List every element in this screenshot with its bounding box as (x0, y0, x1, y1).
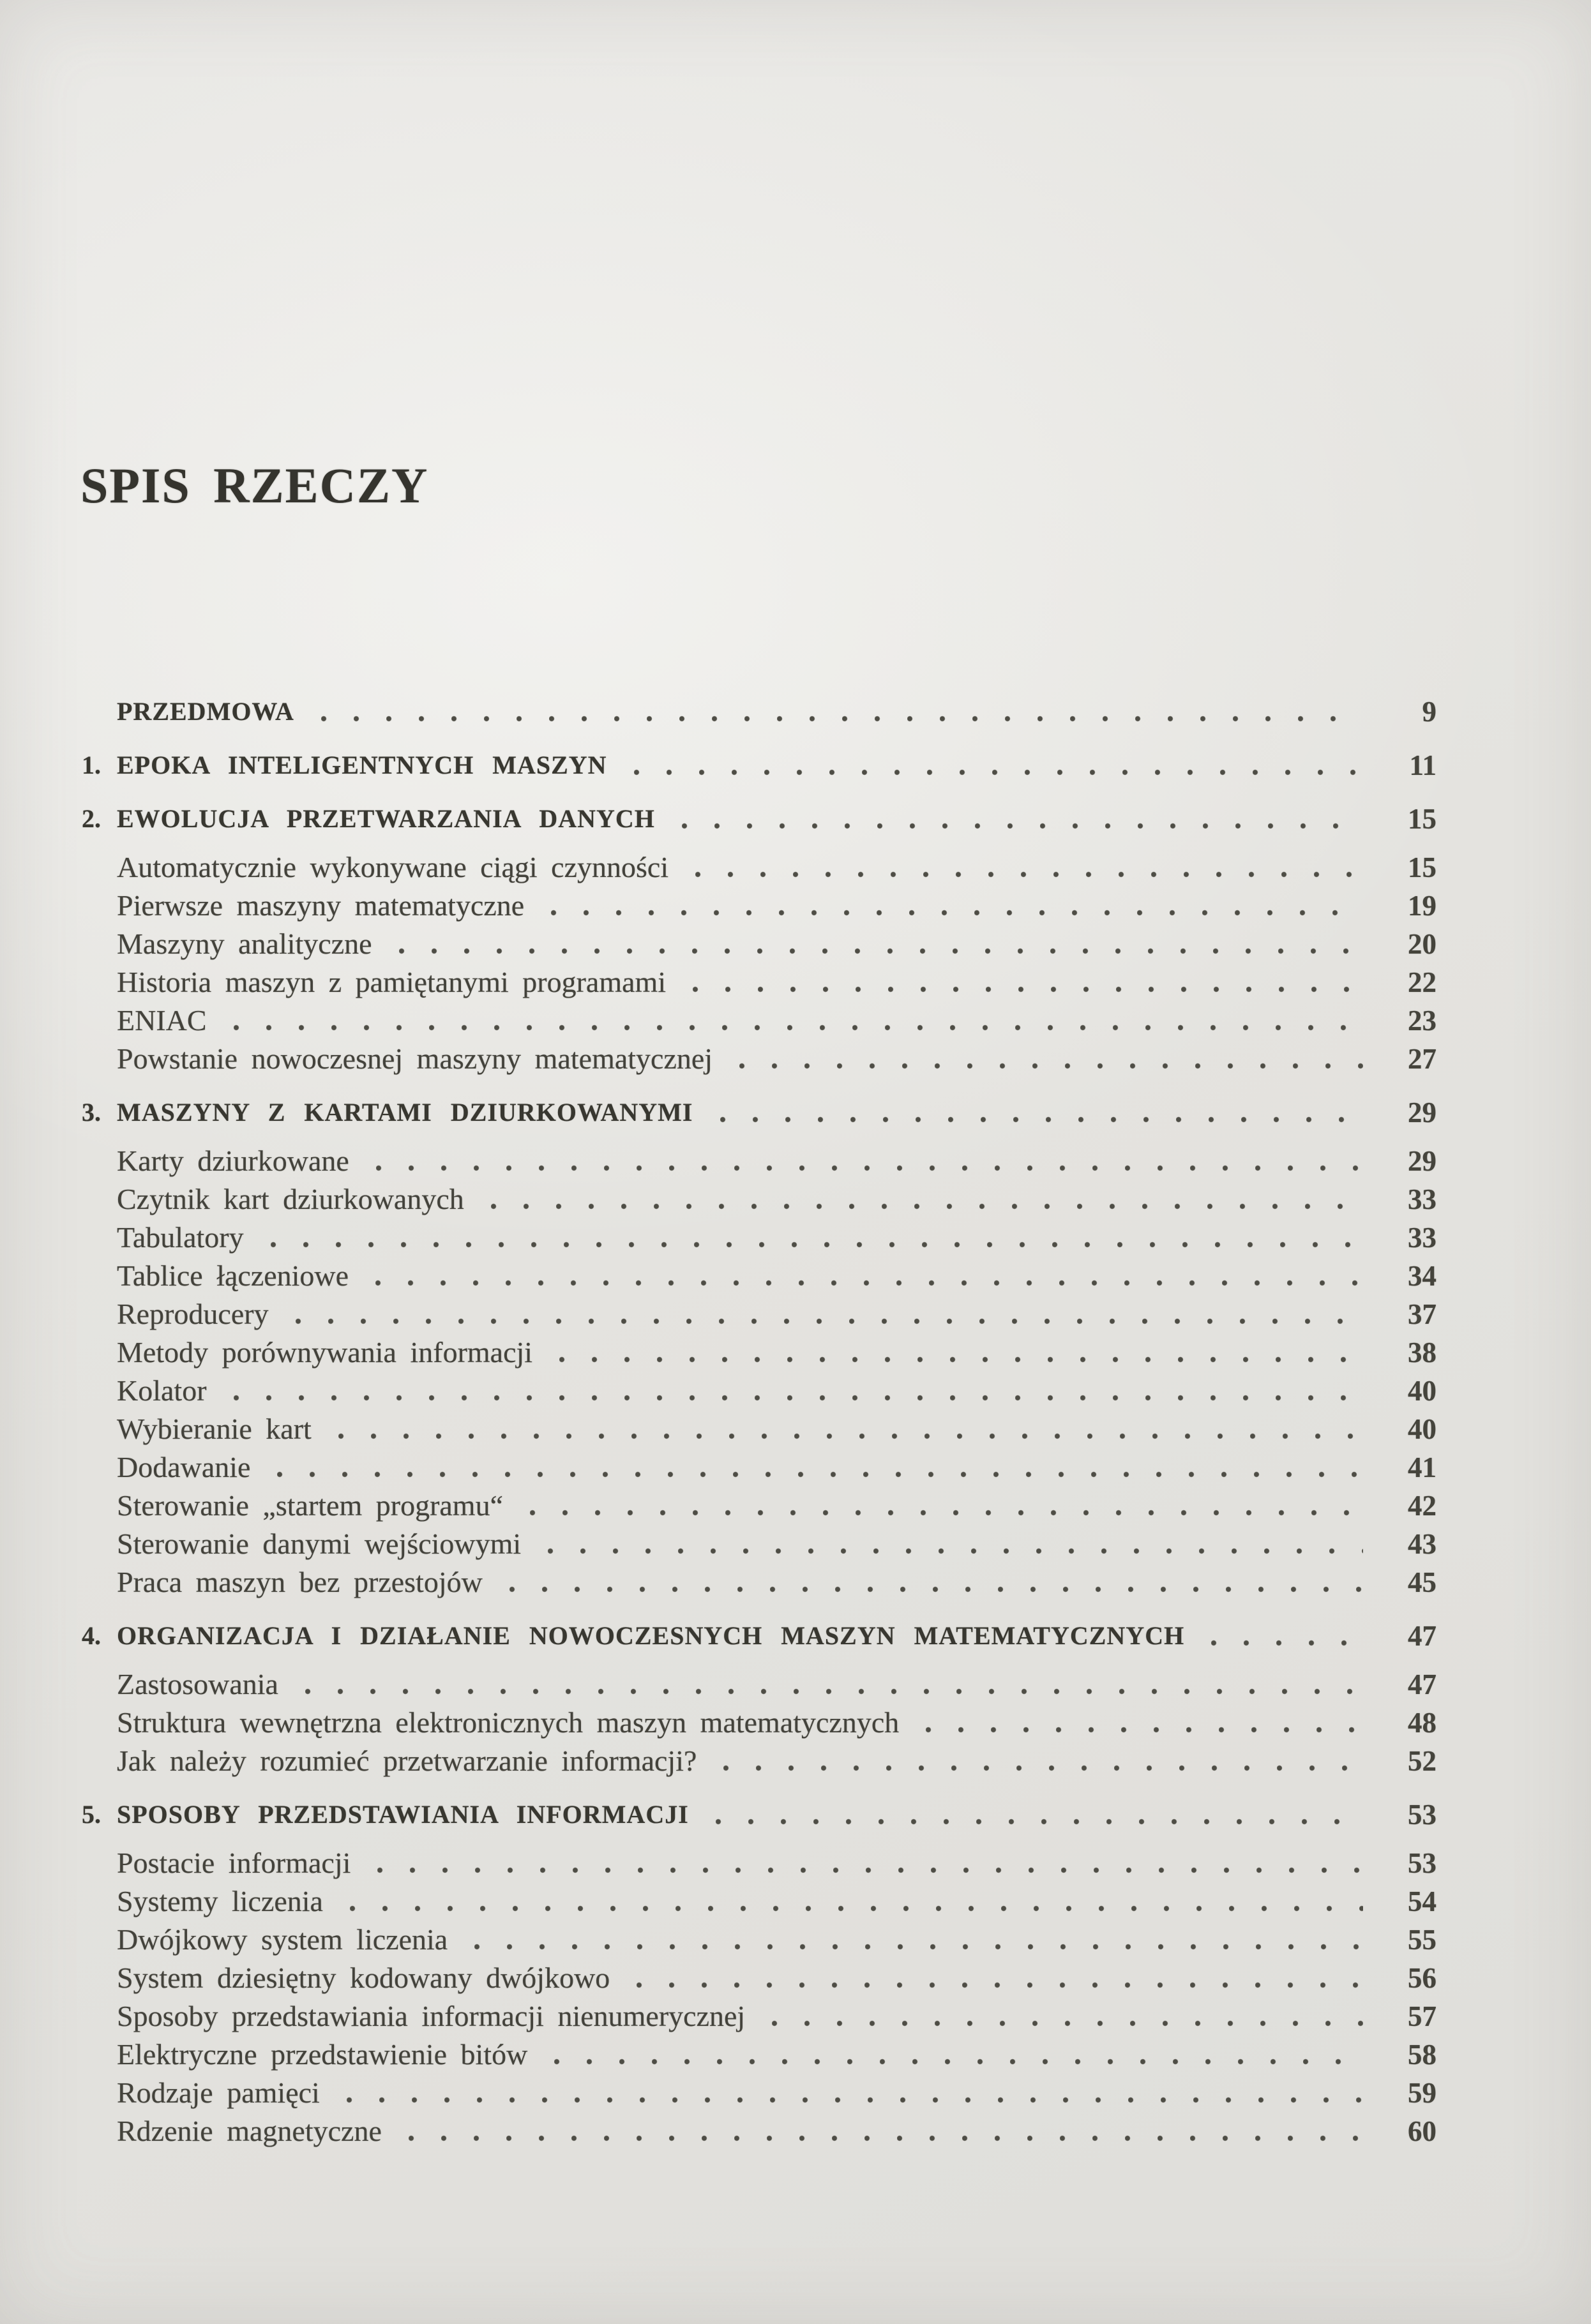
toc-row (82, 925, 1436, 963)
toc-entry-label: Postacie informacji (117, 1847, 351, 1879)
toc-chapter-number (82, 1525, 117, 1563)
dot-leader (321, 716, 1363, 722)
toc-chapter-number: 2. (82, 804, 101, 833)
toc-entry-label: System dziesiętny kodowany dwójkowo (117, 1961, 610, 1994)
toc-row (82, 1959, 1436, 1997)
toc-row (82, 2112, 1436, 2150)
toc-chapter-number (82, 848, 117, 887)
toc-chapter-number (82, 1218, 117, 1257)
toc-chapter-number (82, 887, 117, 925)
toc-entry-label: ENIAC (117, 1004, 207, 1037)
toc-row (82, 1795, 1436, 1834)
dot-leader (554, 2058, 1363, 2065)
toc-page-number: 59 (1408, 2077, 1436, 2109)
toc-page-number: 43 (1408, 1528, 1436, 1560)
toc-row (82, 1742, 1436, 1780)
toc-page-number: 20 (1408, 928, 1436, 960)
dot-leader (637, 1982, 1363, 1988)
toc-entry-label: EWOLUCJA PRZETWARZANIA DANYCH (117, 804, 655, 833)
dot-leader (739, 1063, 1363, 1069)
dot-leader (716, 1818, 1363, 1825)
toc-row (82, 1218, 1436, 1257)
dot-leader (376, 1165, 1363, 1171)
dot-leader (530, 1510, 1363, 1516)
toc-page-number: 41 (1408, 1451, 1436, 1483)
toc-chapter-number (82, 1921, 117, 1959)
toc-chapter-number (82, 1665, 117, 1704)
toc-page-number: 47 (1408, 1668, 1436, 1700)
toc-chapter-number: 1. (82, 751, 101, 779)
dot-leader (926, 1727, 1363, 1733)
toc-row (82, 1563, 1436, 1601)
toc-chapter-number (82, 1295, 117, 1333)
toc-page-number: 47 (1408, 1620, 1436, 1652)
toc-entry-label: Metody porównywania informacji (117, 1336, 533, 1368)
dot-leader (720, 1116, 1364, 1123)
toc-chapter-number (82, 1040, 117, 1078)
page-title: SPIS RZECZY (80, 458, 429, 513)
toc-entry-label: PRZEDMOWA (117, 697, 294, 726)
toc-entry-label: Karty dziurkowane (117, 1144, 349, 1177)
toc-row (82, 693, 1436, 731)
dot-leader (234, 1395, 1363, 1401)
toc-entry-label: Sterowanie „startem programu“ (117, 1489, 503, 1522)
toc-entry-label: Systemy liczenia (117, 1885, 323, 1917)
dot-leader (1211, 1640, 1363, 1646)
toc-chapter-number (82, 1563, 117, 1601)
toc-entry-label: Reproducery (117, 1298, 269, 1330)
toc-page-number: 22 (1408, 966, 1436, 998)
toc-page-number: 27 (1408, 1043, 1436, 1075)
toc-page-number: 53 (1408, 1847, 1436, 1879)
toc-chapter-number (82, 1882, 117, 1921)
dot-leader (296, 1318, 1363, 1324)
toc-chapter-number (82, 2074, 117, 2112)
toc-page-number: 52 (1408, 1745, 1436, 1777)
toc-chapter-number (82, 1448, 117, 1487)
toc-row (82, 800, 1436, 838)
toc-row (82, 1142, 1436, 1180)
toc-entry-label: Dwójkowy system liczenia (117, 1923, 448, 1956)
dot-leader (682, 823, 1363, 829)
dot-leader (693, 986, 1363, 993)
toc-chapter-number (82, 1372, 117, 1410)
toc-page-number: 56 (1408, 1962, 1436, 1994)
toc-page-number: 37 (1408, 1298, 1436, 1330)
toc-chapter-number (82, 963, 117, 1001)
toc-entry-label: Czytnik kart dziurkowanych (117, 1183, 464, 1215)
toc-page-number: 34 (1408, 1260, 1436, 1292)
dot-leader (234, 1024, 1363, 1031)
toc-row (82, 1295, 1436, 1333)
toc-chapter-number (82, 1257, 117, 1295)
toc-page-number: 11 (1409, 749, 1436, 781)
dot-leader (305, 1688, 1363, 1695)
toc-page-number: 23 (1408, 1005, 1436, 1037)
toc-entry-label: Struktura wewnętrzna elektronicznych maszyn matematycznych (117, 1706, 900, 1739)
toc-chapter-number (82, 1704, 117, 1742)
toc-page-number: 19 (1408, 890, 1436, 922)
toc-chapter-number (82, 2035, 117, 2074)
toc-entry-label: Sterowanie danymi wejściowymi (117, 1527, 522, 1560)
toc-row (82, 746, 1436, 784)
dot-leader (338, 1433, 1363, 1439)
toc-page-number: 48 (1408, 1707, 1436, 1739)
toc-entry-label: Kolator (117, 1374, 207, 1407)
toc-entry-label: Praca maszyn bez przestojów (117, 1566, 483, 1598)
toc-page-number: 9 (1422, 696, 1436, 728)
dot-leader (491, 1203, 1363, 1210)
dot-leader (409, 2135, 1363, 2141)
toc-entry-label: ORGANIZACJA I DZIAŁANIE NOWOCZESNYCH MASZYN MATEMATYCZNYCH (117, 1621, 1185, 1650)
dot-leader (375, 1280, 1363, 1286)
toc-chapter-number (82, 2112, 117, 2150)
toc-entry-label: Jak należy rozumieć przetwarzanie informacji? (117, 1744, 697, 1777)
toc-chapter-number: 5. (82, 1800, 101, 1829)
toc-entry-label: Dodawanie (117, 1451, 251, 1483)
toc-page-number: 60 (1408, 2115, 1436, 2147)
toc-row (82, 1487, 1436, 1525)
dot-leader (377, 1867, 1363, 1873)
toc-entry-label: Automatycznie wykonywane ciągi czynności (117, 851, 669, 883)
toc-chapter-number (82, 1410, 117, 1448)
toc-chapter-number (82, 1959, 117, 1997)
toc-row (82, 1372, 1436, 1410)
toc-row (82, 963, 1436, 1001)
toc-chapter-number (82, 1997, 117, 2035)
toc-entry-label: Tablice łączeniowe (117, 1259, 349, 1292)
toc-page-number: 40 (1408, 1413, 1436, 1445)
toc-row (82, 1525, 1436, 1563)
toc-entry-label: Tabulatory (117, 1221, 244, 1254)
toc-row (82, 1333, 1436, 1372)
toc-entry-label: Maszyny analityczne (117, 927, 372, 960)
toc-page-number: 42 (1408, 1490, 1436, 1522)
toc-row (82, 1257, 1436, 1295)
dot-leader (723, 1765, 1363, 1771)
dot-leader (548, 1548, 1363, 1554)
toc-page-number: 29 (1408, 1097, 1436, 1128)
toc-entry-label: MASZYNY Z KARTAMI DZIURKOWANYMI (117, 1098, 693, 1127)
dot-leader (474, 1944, 1363, 1950)
toc-page-number: 45 (1408, 1566, 1436, 1598)
toc-chapter-number (82, 1844, 117, 1882)
toc-page-number: 40 (1408, 1375, 1436, 1407)
toc-row (82, 1665, 1436, 1704)
toc-chapter-number (82, 1487, 117, 1525)
dot-leader (559, 1356, 1363, 1363)
toc-row (82, 1617, 1436, 1655)
toc-row (82, 1921, 1436, 1959)
toc-row (82, 1040, 1436, 1078)
toc-entry-label: Historia maszyn z pamiętanymi programami (117, 966, 667, 998)
toc-chapter-number: 4. (82, 1621, 101, 1650)
dot-leader (634, 769, 1363, 776)
toc-page-number: 15 (1408, 803, 1436, 835)
dot-leader (347, 2097, 1363, 2103)
toc-chapter-number (82, 1333, 117, 1372)
toc-entry-label: Sposoby przedstawiania informacji nienumerycznej (117, 2000, 746, 2032)
toc-entry-label: Zastosowania (117, 1668, 278, 1700)
toc-page-number: 29 (1408, 1145, 1436, 1177)
toc-page-number: 15 (1408, 851, 1436, 883)
table-of-contents (82, 677, 1436, 2150)
toc-entry-label: Rdzenie magnetyczne (117, 2115, 382, 2147)
toc-page-number: 33 (1408, 1183, 1436, 1215)
toc-row (82, 1997, 1436, 2035)
toc-entry-label: Rodzaje pamięci (117, 2076, 320, 2109)
toc-chapter-number (82, 693, 117, 731)
toc-page-number: 58 (1408, 2039, 1436, 2071)
dot-leader (551, 910, 1363, 916)
toc-row (82, 1844, 1436, 1882)
dot-leader (277, 1471, 1363, 1478)
toc-page-number: 54 (1408, 1885, 1436, 1917)
toc-row (82, 2074, 1436, 2112)
toc-page-number: 38 (1408, 1337, 1436, 1368)
toc-row (82, 848, 1436, 887)
dot-leader (509, 1586, 1363, 1593)
toc-entry-label: Wybieranie kart (117, 1413, 312, 1445)
toc-page-number: 53 (1408, 1799, 1436, 1831)
toc-row (82, 887, 1436, 925)
toc-row (82, 1180, 1436, 1218)
toc-row (82, 1448, 1436, 1487)
dot-leader (271, 1241, 1363, 1248)
toc-row (82, 2035, 1436, 2074)
toc-row (82, 1410, 1436, 1448)
toc-entry-label: SPOSOBY PRZEDSTAWIANIA INFORMACJI (117, 1800, 689, 1829)
toc-chapter-number: 3. (82, 1098, 101, 1127)
toc-page-number: 33 (1408, 1222, 1436, 1254)
toc-entry-label: EPOKA INTELIGENTNYCH MASZYN (117, 751, 607, 779)
toc-entry-label: Powstanie nowoczesnej maszyny matematycznej (117, 1042, 713, 1075)
dot-leader (695, 871, 1363, 878)
toc-row (82, 1093, 1436, 1132)
dot-leader (350, 1905, 1363, 1912)
dot-leader (772, 2020, 1363, 2027)
toc-row (82, 1001, 1436, 1040)
toc-row (82, 1704, 1436, 1742)
dot-leader (399, 948, 1363, 954)
toc-chapter-number (82, 1180, 117, 1218)
toc-row (82, 1882, 1436, 1921)
toc-page-number: 55 (1408, 1924, 1436, 1956)
toc-chapter-number (82, 925, 117, 963)
toc-entry-label: Pierwsze maszyny matematyczne (117, 889, 525, 922)
toc-chapter-number (82, 1142, 117, 1180)
toc-chapter-number (82, 1742, 117, 1780)
toc-chapter-number (82, 1001, 117, 1040)
toc-page-number: 57 (1408, 2000, 1436, 2032)
toc-entry-label: Elektryczne przedstawienie bitów (117, 2038, 528, 2071)
